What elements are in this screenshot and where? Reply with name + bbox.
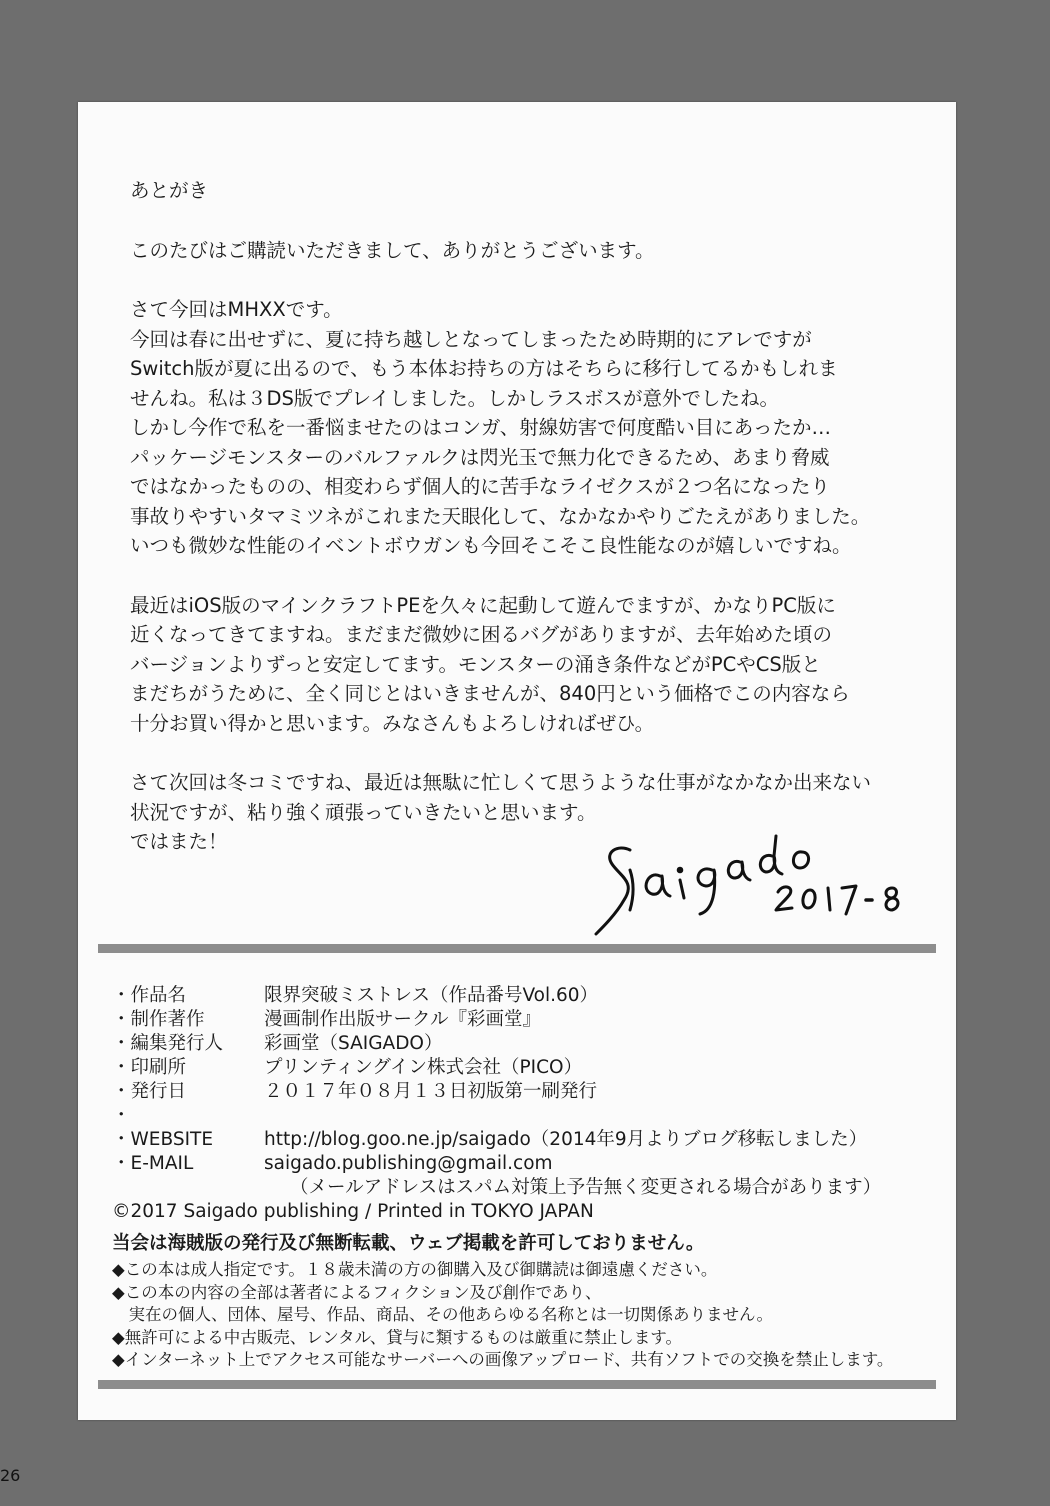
notice-item: ◆無許可による中古販売、レンタル、貸与に類するものは厳重に禁止します。 <box>112 1327 682 1347</box>
handwritten-signature <box>590 830 910 940</box>
credit-value: ２０１７年０８月１３日初版第一刷発行 <box>264 1081 598 1102</box>
credit-key: ・発行日 <box>112 1081 187 1102</box>
credit-row <box>112 1056 932 1080</box>
text-line: Switch版が夏に出るので、もう本体お持ちの方はそちらに移行してるかもしれま <box>130 357 838 380</box>
text-line: しかし今作で私を一番悩ませたのはコンガ、射線妨害で何度酷い目にあったか… <box>130 416 832 439</box>
notice-item: ◆インターネット上でアクセス可能なサーバーへの画像アップロード、共有ソフトでの交換を禁止します。 <box>112 1350 894 1369</box>
credit-value: 限界突破ミストレス（作品番号Vol.60） <box>264 985 599 1006</box>
text-line: 今回は春に出せずに、夏に持ち越しとなってしまったため時期的にアレですが <box>130 327 812 351</box>
text-line: 事故りやすいタマミツネがこれまた天眼化して、なかなかやりごたえがありました。 <box>130 504 871 528</box>
page-number: 26 <box>0 1466 21 1485</box>
afterword-section <box>130 176 930 857</box>
email-link[interactable]: saigado.publishing@gmail.com <box>264 1153 553 1174</box>
credit-key: ・作品名 <box>112 985 187 1006</box>
notice-item: 実在の個人、団体、屋号、作品、商品、その他あらゆる名称とは一切関係ありません。 <box>112 1305 773 1324</box>
book-page <box>78 102 956 1420</box>
website-link[interactable]: http://blog.goo.ne.jp/saigado（2014年9月よりブログ移転しました） <box>264 1129 868 1150</box>
credit-row <box>112 984 932 1008</box>
piracy-warning: 当会は海賊版の発行及び無断転載、ウェブ掲載を許可しておりません。 <box>112 1233 705 1254</box>
text-line: いつも微妙な性能のイベントボウガンも今回そこそこ良性能なのが嬉しいですね。 <box>130 534 852 557</box>
text-line: さて次回は冬コミですね、最近は無駄に忙しくて思うような仕事がなかなか出来ない <box>130 771 872 794</box>
afterword-title: あとがき <box>130 179 209 202</box>
credit-key: ・E-MAIL <box>112 1153 194 1174</box>
divider-bar-bottom <box>98 1380 936 1389</box>
text-line: パッケージモンスターのバルファルクは閃光玉で無力化できるため、あまり脅威 <box>130 445 830 469</box>
text-line: せんね。私は３DS版でプレイしました。しかしラスボスが意外でしたね。 <box>130 386 780 410</box>
credit-value <box>264 1104 932 1128</box>
credit-row <box>112 1128 932 1152</box>
credit-row <box>112 1032 932 1056</box>
text-line: さて今回はMHXXです。 <box>130 298 343 321</box>
text-line: 状況ですが、粘り強く頑張っていきたいと思います。 <box>130 800 597 824</box>
credit-key: ・制作著作 <box>112 1009 205 1030</box>
colophon <box>112 984 932 1372</box>
credit-key: ・印刷所 <box>112 1057 187 1078</box>
notice-item: ◆この本は成人指定です。１８歳未満の方の御購入及び御購読は御遠慮ください。 <box>112 1260 718 1279</box>
credit-row <box>112 1008 932 1032</box>
afterword-paragraph-2 <box>130 591 930 739</box>
afterword-paragraph-1 <box>130 295 930 561</box>
credit-key: ・WEBSITE <box>112 1129 214 1150</box>
text-line: バージョンよりずっと安定してます。モンスターの涌き条件などがPCやCS版と <box>130 652 821 676</box>
credit-key: ・編集発行人 <box>112 1033 224 1054</box>
credit-row <box>112 1152 932 1176</box>
text-line: 最近はiOS版のマインクラフトPEを久々に起動して遊んでますが、かなりPC版に <box>130 593 836 617</box>
text-line: 十分お買い得かと思います。みなさんもよろしければぜひ。 <box>130 711 655 735</box>
credit-row <box>112 1080 932 1104</box>
credit-value: プリンティングイン株式会社（PICO） <box>264 1057 583 1078</box>
credit-value: 彩画堂（SAIGADO） <box>264 1033 443 1054</box>
credit-value: 漫画制作出版サークル『彩画堂』 <box>264 1009 541 1030</box>
afterword-greeting: このたびはご購読いただきまして、ありがとうございます。 <box>130 238 655 262</box>
credit-row <box>112 1104 932 1128</box>
notice-list <box>112 1259 932 1372</box>
notice-item: ◆この本の内容の全部は著者によるフィクション及び創作であり、 <box>112 1282 602 1302</box>
credit-key: ・ <box>112 1105 131 1126</box>
email-note: （メールアドレスはスパム対策上予告無く変更される場合があります） <box>290 1177 882 1198</box>
text-line: 近くなってきてますね。まだまだ微妙に困るバグがありますが、去年始めた頃の <box>130 623 833 646</box>
text-line: ではなかったものの、相変わらず個人的に苦手なライゼクスが２つ名になったり <box>130 475 830 498</box>
text-line: まだちがうために、全く同じとはいきませんが、840円という価格でこの内容なら <box>130 682 850 705</box>
copyright-line: ©2017 Saigado publishing / Printed in TOKYO JAPAN <box>112 1201 594 1222</box>
text-line: ではまた！ <box>130 830 228 853</box>
divider-bar-top <box>98 944 936 953</box>
